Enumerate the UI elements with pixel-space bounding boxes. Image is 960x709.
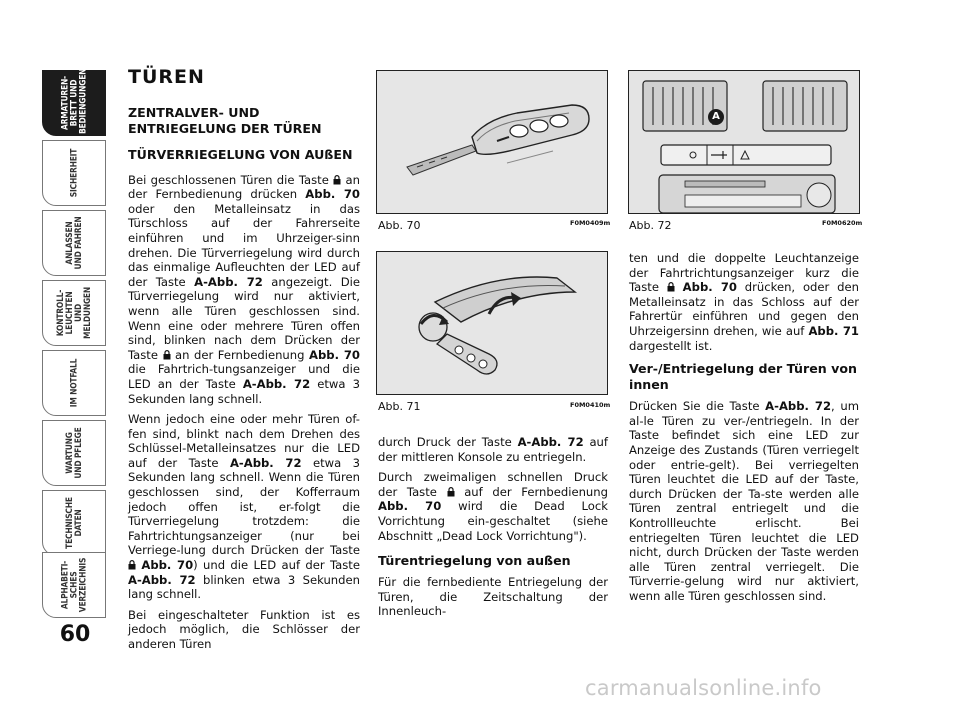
figure-door-handle [376,251,608,395]
paragraph: Wenn jedoch eine oder mehr Türen of-fen sind, blinkt nach dem Drehen des Schlüssel-Metalleinsatzes nur die LED auf der Taste A-Abb. 72 etwa 3 Sekunden lang schnell. Wenn die Türen geschlossen sind, der Kofferraum jedoch offen ist, er-folgt die Türverriegelung trotzdem: die Fahrtrichtungsanzeiger (nur bei Verriege-lung durch Drücken der Taste Abb. 70) und die LED auf der Taste A-Abb. 72 blinken etwa 3 Sekunden lang schnell. [128,412,360,602]
figure-caption: Abb. 72 [629,219,672,232]
tab-armaturenbrett[interactable]: ARMATUREN- BRETT UND BEDIENGUNGEN [42,70,106,136]
watermark: carmanualsonline.info [585,676,822,700]
paragraph: Für die fernbediente Entriegelung der Türen, die Zeitschaltung der Innenleuch- [378,575,608,619]
page-title: TÜREN [128,66,205,88]
padlock-icon [447,487,455,497]
column-3-text [629,251,859,609]
column-2-text [378,435,608,625]
column-1 [128,66,360,658]
page-number: 60 [59,622,91,647]
padlock-icon [128,560,136,570]
tab-sicherheit[interactable]: SICHERHEIT [42,140,106,206]
subsection-heading: Türentriegelung von außen [378,553,571,569]
figure-code: F0M0410m [570,401,611,409]
paragraph: durch Druck der Taste A-Abb. 72 auf der mittleren Konsole zu entriegeln. [378,435,608,464]
paragraph: Bei geschlossenen Türen die Taste an der Fernbedienung drücken Abb. 70 oder den Metalleinsatz in das Türschloss auf der Fahrerseite einführen und im Uhrzeiger-sinn drehen. Die Türverriegelung wird durch das einmalige Aufleuchten der LED auf der Taste A-Abb. 72 angezeigt. Die Türverriegelung wird nur aktiviert, wenn alle Türen geschlossen sind. Wenn eine oder mehrere Türen offen sind, blinken nach dem Drücken der Taste an der Fernbedienung Abb. 70 die Fahrtrich-tungsanzeiger und die LED an der Taste A-Abb. 72 etwa 3 Sekunden lang schnell. [128,172,360,406]
tab-anlassen-und-fahren[interactable]: ANLASSEN UND FAHREN [42,210,106,276]
subsection-heading: Ver-/Entriegelung der Türen von innen [629,361,857,393]
paragraph: Bei eingeschalteter Funktion ist es jedoch möglich, die Schlösser der anderen Türen [128,607,360,651]
section-heading: ZENTRALVER- UND ENTRIEGELUNG DER TÜREN [128,104,322,136]
paragraph: ten und die doppelte Leuchtanzeige der Fahrtrichtungsanzeiger kurz die Taste Abb. 70 drücken, oder den Metalleinsatz in das Schloss auf der Fahrertür einführen und gegen den Uhrzeigersinn drehen, wie auf Abb. 71 dargestellt ist. [629,251,859,353]
button-a-marker: A [708,109,724,125]
figure-caption: Abb. 70 [378,219,421,232]
figure-key-remote [376,70,608,214]
figure-caption: Abb. 71 [378,400,421,413]
subsection-heading: TÜRVERRIEGELUNG VON AUßEN [128,146,353,162]
tab-im-notfall[interactable]: IM NOTFALL [42,350,106,416]
padlock-icon [163,350,171,360]
tab-alphabetisches-verzeichnis[interactable]: ALPHABETI- SCHES VERZEICHNIS [42,552,106,618]
paragraph: Durch zweimaligen schnellen Druck der Taste auf der Fernbedienung Abb. 70 wird die Dead Lock Vorrichtung ein-geschaltet (siehe Abschnitt „Dead Lock Vorrichtung"). [378,470,608,543]
tab-wartung-und-pflege[interactable]: WARTUNG UND PFLEGE [42,420,106,486]
figure-center-console [628,70,860,214]
tab-kontrollleuchten[interactable]: KONTROLL- LEUCHTEN UND MELDUNGEN [42,280,106,346]
tab-technische-daten[interactable]: TECHNISCHE DATEN [42,490,106,556]
figure-code: F0M0620m [822,219,863,227]
paragraph: Drücken Sie die Taste A-Abb. 72, um al-le Türen zu ver-/entriegeln. In der Taste befindet sich eine LED zur Anzeige des Zustands (Türen verriegelt oder entrie-gelt). Bei verriegelten Türen leuchtet die LED auf der Taste, durch Drücken der Ta-ste werden alle Türen zentral entriegelt und die Kontrollleuchte erlischt. Bei entriegelten Türen leuchtet die LED nicht, durch Drücken der Taste werden alle Türen zentral verriegelt. Die Türverrie-gelung wird nur aktiviert, wenn alle Türen geschlossen sind. [629,399,860,603]
padlock-icon [333,175,341,185]
padlock-icon [667,282,675,292]
figure-code: F0M0409m [570,219,611,227]
